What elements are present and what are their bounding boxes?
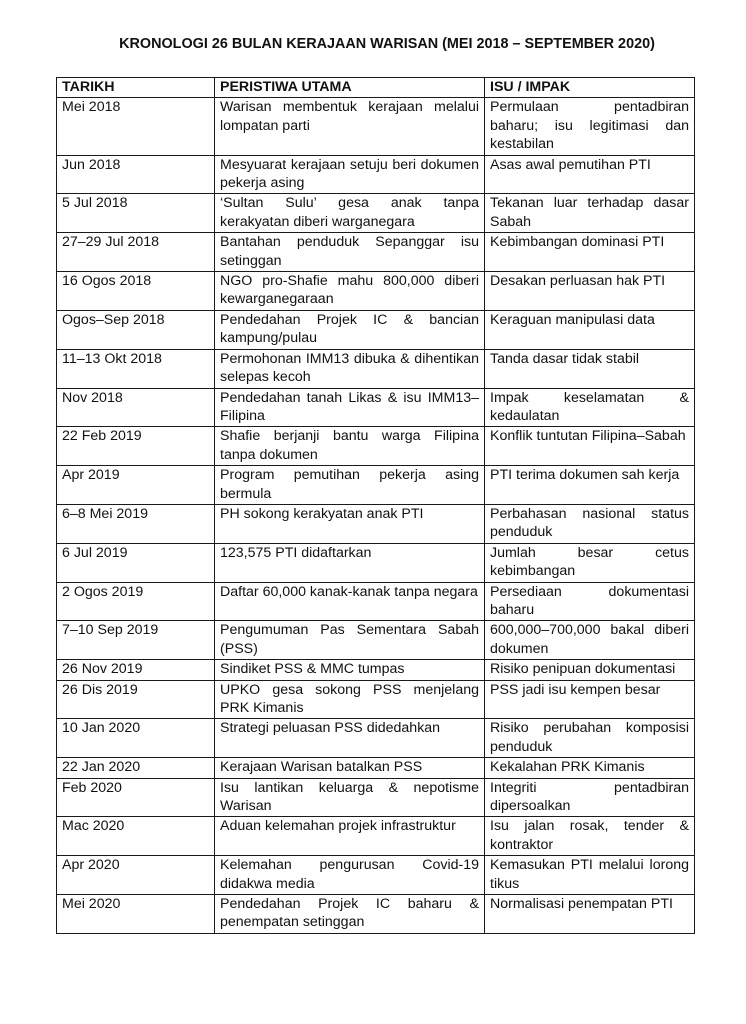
cell-impact: Integriti pentadbiran dipersoalkan xyxy=(485,778,695,817)
cell-date: Ogos–Sep 2018 xyxy=(57,310,215,349)
table-row xyxy=(57,817,695,856)
cell-event: Permohonan IMM13 dibuka & dihentikan selepas kecoh xyxy=(215,349,485,388)
table-row xyxy=(57,778,695,817)
cell-event: UPKO gesa sokong PSS menjelang PRK Kimanis xyxy=(215,680,485,719)
table-row xyxy=(57,680,695,719)
cell-date: 16 Ogos 2018 xyxy=(57,272,215,311)
cell-date: 22 Feb 2019 xyxy=(57,427,215,466)
table-row xyxy=(57,895,695,934)
cell-impact: Desakan perluasan hak PTI xyxy=(485,272,695,311)
table-row xyxy=(57,758,695,778)
table-row xyxy=(57,427,695,466)
table-row xyxy=(57,504,695,543)
cell-event: 123,575 PTI didaftarkan xyxy=(215,543,485,582)
table-row xyxy=(57,233,695,272)
table-row xyxy=(57,856,695,895)
cell-date: 5 Jul 2018 xyxy=(57,194,215,233)
cell-date: Jun 2018 xyxy=(57,155,215,194)
cell-event: Kerajaan Warisan batalkan PSS xyxy=(215,758,485,778)
table-row xyxy=(57,660,695,680)
cell-date: Apr 2019 xyxy=(57,466,215,505)
cell-date: Mei 2018 xyxy=(57,98,215,155)
document-title: KRONOLOGI 26 BULAN KERAJAAN WARISAN (MEI 2018 – SEPTEMBER 2020) xyxy=(119,36,655,52)
cell-impact: Isu jalan rosak, tender & kontraktor xyxy=(485,817,695,856)
cell-impact: Perbahasan nasional status penduduk xyxy=(485,504,695,543)
cell-impact: Kemasukan PTI melalui lorong tikus xyxy=(485,856,695,895)
table-row xyxy=(57,155,695,194)
cell-date: 6 Jul 2019 xyxy=(57,543,215,582)
cell-date: 2 Ogos 2019 xyxy=(57,582,215,621)
header-date: TARIKH xyxy=(57,78,215,98)
cell-event: Strategi peluasan PSS didedahkan xyxy=(215,719,485,758)
cell-date: 26 Nov 2019 xyxy=(57,660,215,680)
cell-date: Nov 2018 xyxy=(57,388,215,427)
cell-date: 11–13 Okt 2018 xyxy=(57,349,215,388)
cell-date: 6–8 Mei 2019 xyxy=(57,504,215,543)
cell-date: 7–10 Sep 2019 xyxy=(57,621,215,660)
cell-event: Mesyuarat kerajaan setuju beri dokumen pekerja asing xyxy=(215,155,485,194)
cell-event: Pengumuman Pas Sementara Sabah (PSS) xyxy=(215,621,485,660)
cell-date: Mac 2020 xyxy=(57,817,215,856)
cell-date: Mei 2020 xyxy=(57,895,215,934)
cell-impact: Risiko penipuan dokumentasi xyxy=(485,660,695,680)
cell-impact: Jumlah besar cetus kebimbangan xyxy=(485,543,695,582)
cell-impact: PTI terima dokumen sah kerja xyxy=(485,466,695,505)
cell-impact: Permulaan pentadbiran baharu; isu legitimasi dan kestabilan xyxy=(485,98,695,155)
cell-event: Isu lantikan keluarga & nepotisme Warisan xyxy=(215,778,485,817)
cell-impact: Kekalahan PRK Kimanis xyxy=(485,758,695,778)
table-row xyxy=(57,272,695,311)
cell-event: Pendedahan Projek IC & bancian kampung/pulau xyxy=(215,310,485,349)
cell-impact: Persediaan dokumentasi baharu xyxy=(485,582,695,621)
cell-impact: Impak keselamatan & kedaulatan xyxy=(485,388,695,427)
cell-impact: 600,000–700,000 bakal diberi dokumen xyxy=(485,621,695,660)
cell-event: Program pemutihan pekerja asing bermula xyxy=(215,466,485,505)
cell-impact: Tekanan luar terhadap dasar Sabah xyxy=(485,194,695,233)
cell-impact: Tanda dasar tidak stabil xyxy=(485,349,695,388)
table-row xyxy=(57,466,695,505)
table-row xyxy=(57,194,695,233)
cell-event: Warisan membentuk kerajaan melalui lompatan parti xyxy=(215,98,485,155)
table-row xyxy=(57,310,695,349)
table-row xyxy=(57,543,695,582)
cell-impact: PSS jadi isu kempen besar xyxy=(485,680,695,719)
cell-impact: Asas awal pemutihan PTI xyxy=(485,155,695,194)
table-row xyxy=(57,388,695,427)
cell-date: Feb 2020 xyxy=(57,778,215,817)
table-row xyxy=(57,349,695,388)
chronology-table xyxy=(56,77,695,934)
cell-event: NGO pro-Shafie mahu 800,000 diberi kewarganegaraan xyxy=(215,272,485,311)
cell-event: Bantahan penduduk Sepanggar isu setinggan xyxy=(215,233,485,272)
cell-event: ‘Sultan Sulu’ gesa anak tanpa kerakyatan diberi warganegara xyxy=(215,194,485,233)
cell-impact: Normalisasi penempatan PTI xyxy=(485,895,695,934)
cell-impact: Kebimbangan dominasi PTI xyxy=(485,233,695,272)
table-row xyxy=(57,98,695,155)
table-header-row xyxy=(57,78,695,98)
cell-date: 27–29 Jul 2018 xyxy=(57,233,215,272)
cell-event: Shafie berjanji bantu warga Filipina tanpa dokumen xyxy=(215,427,485,466)
cell-event: Daftar 60,000 kanak-kanak tanpa negara xyxy=(215,582,485,621)
table-row xyxy=(57,582,695,621)
cell-event: Sindiket PSS & MMC tumpas xyxy=(215,660,485,680)
cell-impact: Konflik tuntutan Filipina–Sabah xyxy=(485,427,695,466)
header-impact: ISU / IMPAK xyxy=(485,78,695,98)
cell-date: Apr 2020 xyxy=(57,856,215,895)
table-row xyxy=(57,621,695,660)
cell-event: Pendedahan tanah Likas & isu IMM13–Filipina xyxy=(215,388,485,427)
cell-event: Pendedahan Projek IC baharu & penempatan setinggan xyxy=(215,895,485,934)
cell-impact: Keraguan manipulasi data xyxy=(485,310,695,349)
cell-date: 10 Jan 2020 xyxy=(57,719,215,758)
cell-date: 22 Jan 2020 xyxy=(57,758,215,778)
cell-date: 26 Dis 2019 xyxy=(57,680,215,719)
cell-impact: Risiko perubahan komposisi penduduk xyxy=(485,719,695,758)
table-row xyxy=(57,719,695,758)
cell-event: PH sokong kerakyatan anak PTI xyxy=(215,504,485,543)
cell-event: Kelemahan pengurusan Covid-19 didakwa media xyxy=(215,856,485,895)
header-event: PERISTIWA UTAMA xyxy=(215,78,485,98)
cell-event: Aduan kelemahan projek infrastruktur xyxy=(215,817,485,856)
